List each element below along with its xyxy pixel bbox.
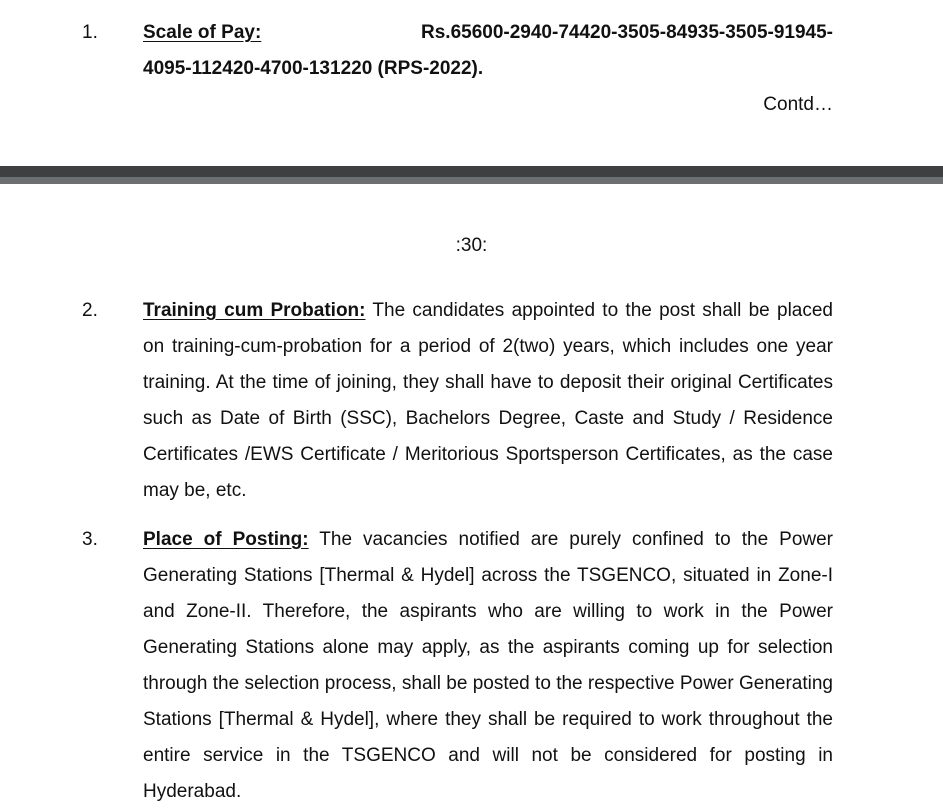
contd-label: Contd… — [763, 94, 833, 115]
item-3-number: 3. — [82, 529, 98, 550]
page-number: :30: — [455, 235, 488, 256]
item-1-number: 1. — [82, 22, 98, 43]
item-2-number: 2. — [82, 300, 98, 321]
page-separator — [0, 166, 943, 184]
item-2-heading: Training cum Probation: — [143, 300, 366, 321]
item-2-text: The candidates appointed to the post shall be placed on training-cum-probation for a period of 2(two) years, which includes one year training. At the time of joining, they shall have to deposit their original Certificates such as Date of Birth (SSC), Bachelors Degree, Caste and Study / Residence Certificates /EWS Certificate / Meritorious Sportsperson Certificates, as the case may be, etc. — [143, 300, 833, 501]
item-3-text: The vacancies notified are purely confined to the Power Generating Stations [Thermal & Hydel] across the TSGENCO, situated in Zone-I and Zone-II. Therefore, the aspirants who are willing to work in the Power Generating Stations alone may apply, as the aspirants coming up for selection through the selection process, shall be posted to the respective Power Generating Stations [Thermal & Hydel], where they shall be required to work throughout the entire service in the TSGENCO and will not be considered for posting in Hyderabad. — [143, 529, 834, 802]
item-1-line-1 — [143, 15, 833, 51]
item-1-value-line-1: Rs.65600-2940-74420-3505-84935-3505-91945- — [421, 22, 833, 43]
item-2-paragraph — [143, 293, 833, 509]
item-1-value-line-2: 4095-112420-4700-131220 (RPS-2022). — [143, 58, 484, 79]
item-1-heading: Scale of Pay: — [143, 22, 262, 43]
item-3-heading: Place of Posting: — [143, 529, 309, 550]
item-3-paragraph — [143, 522, 833, 810]
page-29 — [0, 0, 943, 166]
